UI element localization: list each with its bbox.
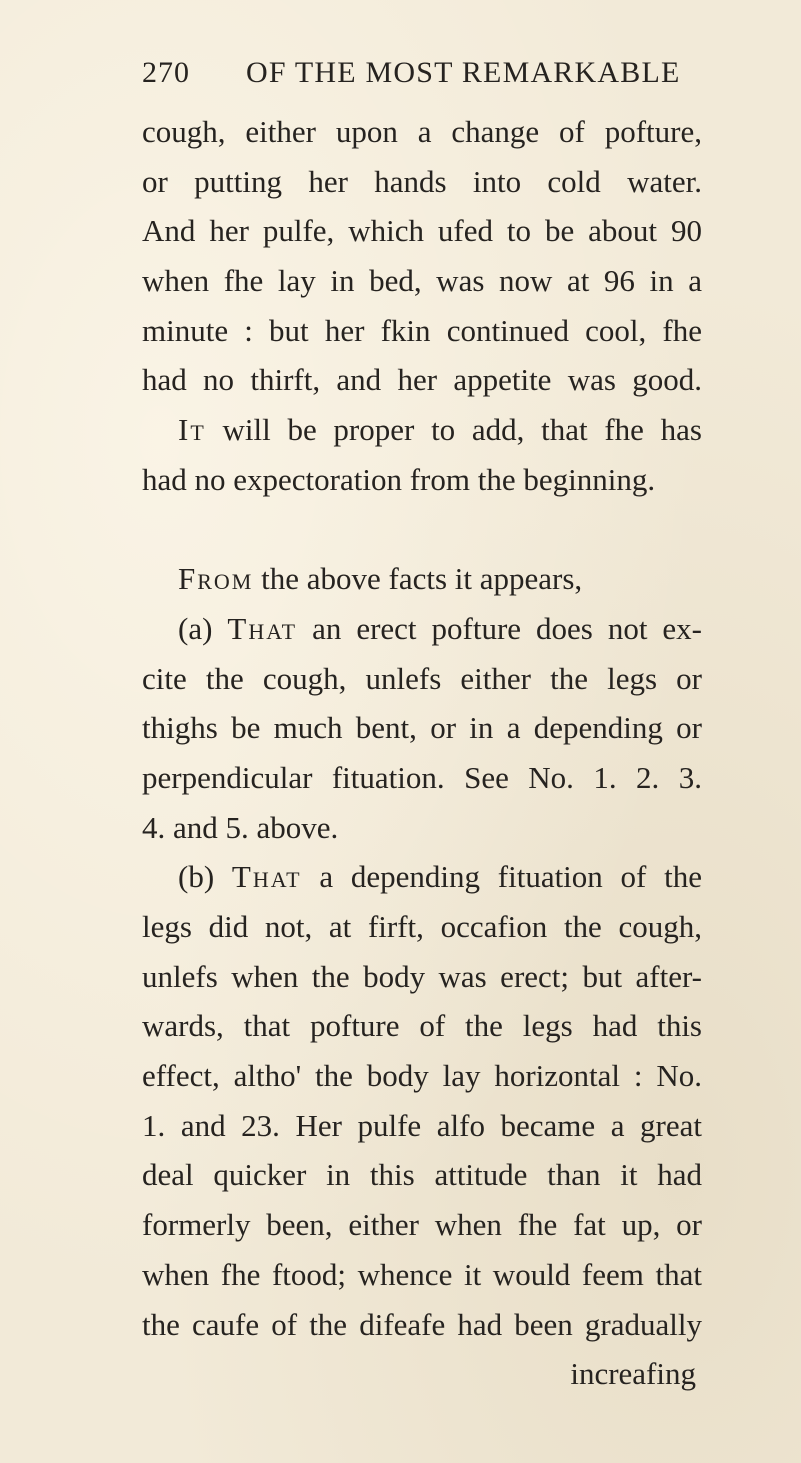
paragraph-gap — [142, 505, 702, 555]
paragraph-opening-line — [142, 554, 702, 604]
text-fragment: an erect pofture does not ex- — [297, 610, 702, 646]
text-line: cough, either upon a change of pofture, — [142, 114, 702, 149]
text-fragment: will be proper to add, that fhe has — [205, 412, 702, 448]
page-number: 270 — [142, 56, 190, 89]
text-line: formerly been, either when fhe fat up, or — [142, 1207, 702, 1243]
text-line: when fhe ftood; whence it would feem that — [142, 1256, 702, 1292]
paragraph-opening-line — [142, 604, 702, 654]
list-marker: (b) — [178, 859, 232, 895]
text-line: or putting her hands into cold water. — [142, 163, 702, 199]
text-line: wards, that pofture of the legs had this — [142, 1008, 702, 1044]
text-fragment: the above facts it appears, — [253, 561, 583, 597]
text-line: minute : but her fkin continued cool, fhe — [142, 312, 702, 348]
small-caps-lead: That — [227, 610, 298, 646]
text-line: unlefs when the body was erect; but after- — [142, 958, 702, 994]
body-text — [142, 107, 702, 1399]
text-line: deal quicker in this attitude than it had — [142, 1157, 702, 1193]
text-line: And her pulfe, which ufed to be about 90 — [142, 213, 702, 249]
small-caps-lead: It — [178, 412, 206, 448]
text-line: perpendicular fituation. See No. 1. 2. 3. — [142, 759, 702, 795]
text-line: cite the cough, unlefs either the legs or — [142, 660, 702, 696]
paragraph-opening-line — [142, 405, 702, 455]
catchword: increafing — [570, 1356, 696, 1392]
page-header — [142, 56, 702, 96]
small-caps-lead: That — [231, 859, 302, 895]
small-caps-lead: From — [178, 561, 254, 597]
text-line: effect, altho' the body lay horizontal : No. — [142, 1058, 702, 1094]
text-fragment: a depending fituation of the — [301, 859, 702, 895]
text-line: 1. and 23. Her pulfe alfo became a great — [142, 1107, 702, 1143]
text-line: legs did not, at firft, occafion the cough, — [142, 909, 702, 944]
text-line: had no thirft, and her appetite was good. — [142, 362, 702, 398]
list-marker: (a) — [178, 610, 228, 646]
text-line: 4. and 5. above. — [142, 809, 339, 845]
text-line: had no expectoration from the beginning. — [142, 461, 656, 497]
text-line: the caufe of the difeafe had been gradually — [142, 1306, 702, 1342]
text-line: thighs be much bent, or in a depending or — [142, 710, 702, 746]
running-title: OF THE MOST REMARKABLE — [246, 56, 681, 89]
paragraph-opening-line — [142, 852, 702, 902]
text-line: when fhe lay in bed, was now at 96 in a — [142, 263, 702, 299]
